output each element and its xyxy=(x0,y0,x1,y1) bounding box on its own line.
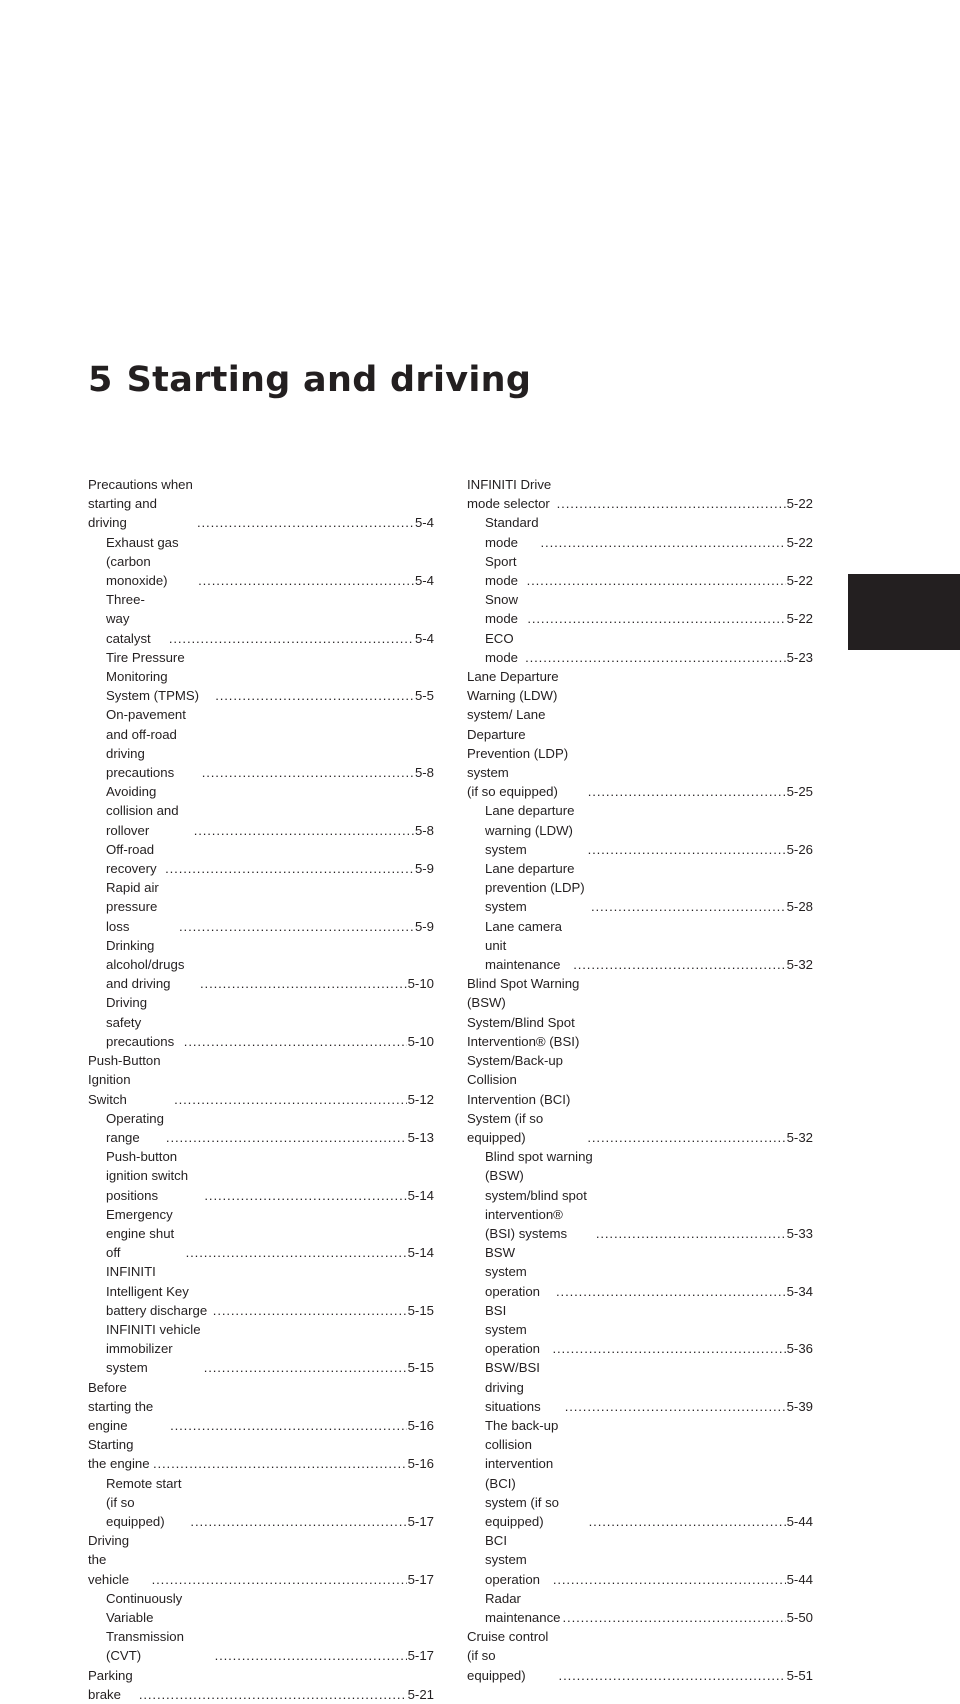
toc-entry-page: 5-9 xyxy=(414,861,434,877)
toc-entry-page: 5-26 xyxy=(786,841,813,857)
toc-entry-page: 5-36 xyxy=(786,1341,813,1357)
chapter-side-tab xyxy=(848,574,960,650)
toc-entry-page: 5-33 xyxy=(786,1225,813,1241)
toc-entry[interactable] xyxy=(88,1474,434,1532)
toc-entry[interactable] xyxy=(88,648,434,706)
toc-entry-page: 5-32 xyxy=(786,1129,813,1145)
toc-leader-dots xyxy=(573,955,785,974)
toc-leader-dots xyxy=(541,533,786,552)
toc-entry-page: 5-9 xyxy=(414,918,434,934)
toc-entry-title: Push-Button Ignition Switch xyxy=(88,1053,161,1107)
toc-entry[interactable] xyxy=(88,936,434,994)
toc-entry-title: Off-road recovery xyxy=(106,841,157,877)
toc-leader-dots xyxy=(525,648,786,667)
toc-entry[interactable] xyxy=(467,1627,813,1685)
toc-entry-page: 5-22 xyxy=(786,496,813,512)
toc-leader-dots xyxy=(202,763,414,782)
toc-entry-page: 5-4 xyxy=(414,573,434,589)
toc-leader-dots xyxy=(166,1128,407,1147)
toc-entry[interactable] xyxy=(88,705,434,782)
toc-entry-title: Blind Spot Warning (BSW) System/Blind Spot Intervention® (BSI) System/Back-up Collision Intervention (BCI) System (if so equipped) xyxy=(467,976,580,1145)
toc-entry-page: 5-50 xyxy=(786,1609,813,1625)
toc-entry-title: Starting the engine xyxy=(88,1437,150,1472)
toc-leader-dots xyxy=(527,609,785,628)
toc-entry-page: 5-4 xyxy=(414,630,434,646)
toc-leader-dots xyxy=(169,629,414,648)
toc-entry-page: 5-32 xyxy=(786,957,813,973)
toc-leader-dots xyxy=(186,1243,407,1262)
toc-entry-title: Driving safety precautions xyxy=(106,995,175,1049)
toc-entry-page: 5-8 xyxy=(414,765,434,781)
toc-entry-page: 5-15 xyxy=(407,1302,434,1318)
toc-leader-dots xyxy=(200,974,407,993)
toc-leader-dots xyxy=(559,1666,786,1685)
toc-entry[interactable] xyxy=(88,1205,434,1263)
toc-leader-dots xyxy=(557,494,786,513)
toc-entry-title: INFINITI Drive mode selector xyxy=(467,477,552,512)
toc-entry-page: 5-4 xyxy=(414,515,434,531)
toc-entry-title: Sport mode xyxy=(485,553,518,589)
toc-entry-page: 5-8 xyxy=(414,822,434,838)
toc-entry-title: BSW system operation xyxy=(485,1245,540,1299)
toc-entry[interactable] xyxy=(467,513,813,551)
toc-entry[interactable] xyxy=(467,1301,813,1359)
toc-entry-title: Push-button ignition switch positions xyxy=(106,1149,189,1203)
toc-entry-title: ECO mode xyxy=(485,630,518,665)
toc-entry-page: 5-23 xyxy=(786,649,813,665)
toc-entry[interactable] xyxy=(88,1147,434,1205)
chapter-name: Starting and driving xyxy=(126,360,532,400)
chapter-title xyxy=(88,360,531,400)
toc-entry-title: Remote start (if so equipped) xyxy=(106,1475,182,1529)
toc-entry[interactable] xyxy=(88,1320,434,1378)
toc-leader-dots xyxy=(596,1224,786,1243)
toc-left-column xyxy=(88,475,434,1704)
toc-entry-page: 5-14 xyxy=(407,1187,434,1203)
toc-leader-dots xyxy=(190,1512,406,1531)
toc-entry[interactable] xyxy=(467,629,813,667)
toc-leader-dots xyxy=(139,1685,407,1704)
toc-entry-page: 5-10 xyxy=(407,976,434,992)
toc-entry-title: Tire Pressure Monitoring System (TPMS) xyxy=(106,649,200,704)
toc-entry-title: Operating range xyxy=(106,1110,164,1145)
toc-entry-page: 5-10 xyxy=(407,1033,434,1049)
toc-leader-dots xyxy=(215,686,414,705)
toc-entry[interactable] xyxy=(467,1589,813,1627)
toc-leader-dots xyxy=(553,1570,786,1589)
toc-entry[interactable] xyxy=(88,1378,434,1436)
toc-leader-dots xyxy=(179,917,414,936)
toc-entry-page: 5-22 xyxy=(786,611,813,627)
toc-entry[interactable] xyxy=(88,1262,434,1320)
toc-entry-title: Lane Departure Warning (LDW) system/ Lane Departure Prevention (LDP) system (if so equipped) xyxy=(467,669,569,800)
toc-entry-title: Standard mode xyxy=(485,515,539,550)
toc-leader-dots xyxy=(204,1186,406,1205)
toc-entry-title: Lane departure warning (LDW) system xyxy=(485,803,575,857)
toc-entry[interactable] xyxy=(467,801,813,859)
toc-entry-title: Exhaust gas (carbon monoxide) xyxy=(106,534,179,589)
toc-entry-title: BSI system operation xyxy=(485,1302,540,1357)
toc-leader-dots xyxy=(565,1397,786,1416)
toc-entry-page: 5-17 xyxy=(407,1571,434,1587)
toc-entry-title: Avoiding collision and rollover xyxy=(106,784,179,838)
toc-entry-page: 5-25 xyxy=(786,784,813,800)
toc-entry-page: 5-44 xyxy=(786,1513,813,1529)
toc-leader-dots xyxy=(197,513,414,532)
toc-entry-title: Cruise control (if so equipped) xyxy=(467,1629,549,1683)
toc-leader-dots xyxy=(198,571,414,590)
toc-entry-title: Radar maintenance xyxy=(485,1590,561,1625)
toc-entry[interactable] xyxy=(88,840,434,878)
toc-entry[interactable] xyxy=(467,475,813,513)
toc-entry-title: The back-up collision intervention (BCI) system (if so equipped) xyxy=(485,1417,560,1529)
toc-entry-page: 5-28 xyxy=(786,899,813,915)
toc-leader-dots xyxy=(588,782,786,801)
toc-entry-page: 5-17 xyxy=(407,1648,434,1664)
toc-leader-dots xyxy=(165,859,414,878)
toc-entry[interactable] xyxy=(88,993,434,1051)
toc-leader-dots xyxy=(556,1282,786,1301)
toc-entry[interactable] xyxy=(467,1531,813,1589)
toc-entry-title: Drinking alcohol/drugs and driving xyxy=(106,937,185,992)
toc-entry[interactable] xyxy=(88,1435,434,1473)
toc-entry[interactable] xyxy=(88,1589,434,1666)
toc-entry-title: On-pavement and off-road driving precautions xyxy=(106,707,186,781)
toc-entry-title: Snow mode xyxy=(485,592,518,627)
toc-entry-page: 5-22 xyxy=(786,573,813,589)
toc-leader-dots xyxy=(553,1339,786,1358)
toc-entry-title: BSW/BSI driving situations xyxy=(485,1360,541,1414)
toc-entry-title: Parking brake xyxy=(88,1667,133,1702)
toc-entry-page: 5-21 xyxy=(407,1686,434,1702)
toc-leader-dots xyxy=(591,897,786,916)
toc-entry[interactable] xyxy=(88,475,434,533)
toc-entry-page: 5-16 xyxy=(407,1456,434,1472)
toc-entry-title: Lane camera unit maintenance xyxy=(485,918,562,973)
toc-entry-title: Three-way catalyst xyxy=(106,592,151,646)
toc-entry[interactable] xyxy=(88,1051,434,1109)
toc-leader-dots xyxy=(152,1570,407,1589)
toc-entry-page: 5-15 xyxy=(407,1360,434,1376)
toc-entry[interactable] xyxy=(88,1666,434,1704)
toc-entry-page: 5-17 xyxy=(407,1513,434,1529)
toc-leader-dots xyxy=(527,571,786,590)
toc-entry[interactable] xyxy=(88,878,434,936)
toc-leader-dots xyxy=(194,821,414,840)
toc-leader-dots xyxy=(184,1032,407,1051)
toc-entry[interactable] xyxy=(467,1243,813,1301)
toc-leader-dots xyxy=(204,1358,407,1377)
toc-entry-title: Before starting the engine xyxy=(88,1379,154,1433)
toc-entry-title: Continuously Variable Transmission (CVT) xyxy=(106,1590,184,1664)
toc-entry-page: 5-5 xyxy=(414,688,434,704)
toc-entry-page: 5-22 xyxy=(786,534,813,550)
toc-leader-dots xyxy=(174,1090,407,1109)
toc-leader-dots xyxy=(213,1301,407,1320)
toc-entry-page: 5-34 xyxy=(786,1283,813,1299)
toc-entry-title: BCI system operation xyxy=(485,1533,540,1587)
toc-entry[interactable] xyxy=(467,1416,813,1531)
toc-entry-title: INFINITI Intelligent Key battery discharge xyxy=(106,1264,208,1318)
toc-leader-dots xyxy=(563,1608,786,1627)
toc-entry[interactable] xyxy=(88,1531,434,1589)
toc-entry[interactable] xyxy=(467,667,813,801)
toc-leader-dots xyxy=(587,1128,785,1147)
toc-entry[interactable] xyxy=(88,590,434,648)
toc-entry-page: 5-51 xyxy=(786,1667,813,1683)
toc-entry-title: Lane departure prevention (LDP) system xyxy=(485,861,585,915)
toc-entry-title: Rapid air pressure loss xyxy=(106,880,159,934)
toc-entry[interactable] xyxy=(467,1358,813,1416)
toc-entry-page: 5-13 xyxy=(407,1129,434,1145)
toc-entry[interactable] xyxy=(88,533,434,591)
toc-leader-dots xyxy=(589,1512,786,1531)
toc-entry[interactable] xyxy=(467,552,813,590)
toc-entry-title: INFINITI vehicle immobilizer system xyxy=(106,1321,201,1376)
toc-entry-page: 5-14 xyxy=(407,1245,434,1261)
toc-entry[interactable] xyxy=(467,917,813,975)
toc-leader-dots xyxy=(588,840,786,859)
toc-entry-title: Blind spot warning (BSW) system/blind spot intervention® (BSI) systems xyxy=(485,1149,593,1241)
toc-entry[interactable] xyxy=(467,590,813,628)
toc-leader-dots xyxy=(170,1416,407,1435)
toc-entry-title: Emergency engine shut off xyxy=(106,1206,175,1261)
toc-entry-title: Precautions when starting and driving xyxy=(88,477,193,531)
toc-entry-page: 5-44 xyxy=(786,1571,813,1587)
toc-entry[interactable] xyxy=(88,1109,434,1147)
toc-entry[interactable] xyxy=(88,782,434,840)
toc-leader-dots xyxy=(153,1454,407,1473)
toc-entry[interactable] xyxy=(467,1147,813,1243)
toc-entry[interactable] xyxy=(467,974,813,1147)
toc-leader-dots xyxy=(215,1646,407,1665)
toc-entry-page: 5-16 xyxy=(407,1417,434,1433)
toc-entry-title: Driving the vehicle xyxy=(88,1533,130,1587)
toc-entry[interactable] xyxy=(467,859,813,917)
toc-entry-page: 5-12 xyxy=(407,1091,434,1107)
toc-right-column xyxy=(467,475,813,1685)
toc-entry-page: 5-39 xyxy=(786,1398,813,1414)
chapter-number: 5 xyxy=(88,360,113,400)
